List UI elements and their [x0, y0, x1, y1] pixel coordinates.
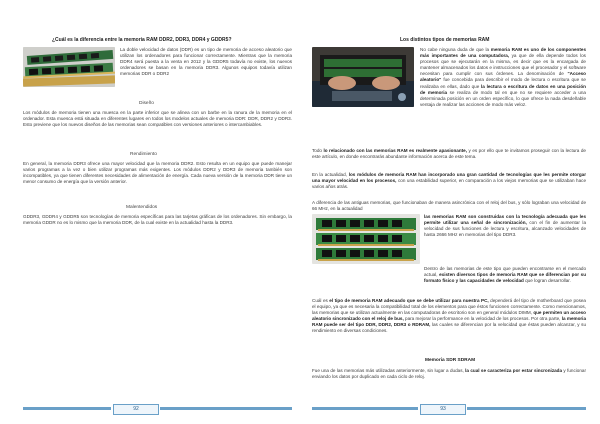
p2-text-a: Todo	[312, 148, 324, 153]
p7-text-a: Fue una de las memorias más utilizadas anteriormente, sin lugar a dudas,	[312, 368, 466, 373]
p6-bold-b: el tipo de memoria RAM adecuado que se debe utilizar para nuestra PC,	[329, 298, 489, 303]
intro-paragraph-right-part1	[420, 47, 586, 108]
p4-bold-b: las memorias RAM son construidas con la tecnología adecuada que les permite utilizar una señal de sincronización,	[424, 214, 586, 226]
sdram-heading: Memoria SDR SDRAM	[425, 358, 476, 363]
p6-text-e: para mejorar la performance en la velocidad de los procesos. Por otra parte,	[403, 316, 562, 322]
p5-text-c: que logran desarrollar.	[523, 278, 571, 284]
p4-text-c: con el fin de aumentar la velocidad de sus funciones de lectura y escritura, alcanzado velocidades de hasta 2666 MHz en memorias del tipo DDR3.	[424, 220, 586, 238]
p1-bold-b: memoria RAM es uno de los componentes más importantes de una computadora,	[420, 47, 586, 59]
p4-text-a: A diferencia de las antiguas memorias, que funcionaban de manera asincrónica con el reloj del bus, y sólo lograban una velocidad de 66 MHz, en la actualidad	[312, 200, 586, 212]
misunderstandings-paragraph: GDDR3, GDDR4 y GDDR5 son tecnologías de memoria específicas para las tarjetas gráficas de los ordenadores. Sin embargo, la memoria GDDR no es lo mismo que la memoria DDR, de la cual existe en la actualidad hasta la DDR3.	[23, 214, 292, 226]
p7-text-c: y funcionar enviando los datos por duplicado en cada ciclo de reloj.	[312, 368, 586, 380]
p3-bold-b: los módulos de memoria RAM han incorporado una gran cantidad de tecnologías que les permite otorgar una mayor velocidad en los procesos,	[312, 172, 587, 184]
installing-ram-image	[312, 47, 414, 107]
page-number-right: 93	[420, 404, 466, 415]
p6-text-a: Cuál es	[312, 298, 330, 303]
left-page-title: ¿Cuál es la diferencia entre la memoria RAM DDR2, DDR3, DDR4 y GDDR5?	[52, 37, 232, 43]
paragraph-3	[312, 172, 586, 190]
performance-paragraph: En general, la memoria DDR3 ofrece una mayor velocidad que la memoria DDR2. Esto resulta en un equipo que puede manejar varios programas a la vez o bien utilizar programas más exigentes. Los módulos DDR2 y DDR3 de memoria también son incompatibles, ya que tienen diferentes necesidades de alimentación de energía. Cada nueva versión de la memoria DDR tiene un menor consumo de energía que la versión anterior.	[23, 161, 292, 185]
paragraph-4-side	[424, 214, 586, 238]
performance-heading: Rendimiento	[130, 152, 157, 157]
page-number-left: 92	[113, 404, 159, 415]
p7-bold-b: la cual se caracteriza por estar sincronizada	[465, 368, 563, 373]
intro-paragraph: La doble velocidad de datos (DDR) es un tipo de memoria de acceso aleatorio que utilizan los ordenadores para funcionar correctamente. Mientras que la memoria DDR4 será puesta a la venta en 2012 y la GDDR5 todavía no existe, los nuevos ordenadores se basan en la memoria DDR3. Algunos equipos todavía utilizan memorias DDR o DDR2	[120, 47, 292, 77]
design-heading: Diseño	[139, 101, 154, 106]
p6-text-g: las cuales se diferencian por la velocidad que éstas pueden alcanzar, y su rendimiento en diversas condiciones.	[312, 322, 586, 334]
p1-bold-d: "Acceso aleatorio"	[420, 71, 586, 83]
ram-modules-image	[23, 47, 115, 87]
p6-text-c: dependerá del tipo de motherboard que posea el equipo, ya que es necesaria la compatibilidad total de los elementos para que éstos funcionen correctamente. Como mencionamos, las memorias que se utilizan actualmente en las computadoras de escritorio son en general módulos DIMM,	[312, 298, 586, 316]
right-page-title: Los distintos tipos de memorias RAM	[400, 37, 490, 43]
p3-text-c: con una estabilidad superior, en comparación a los viejos memorias que se utilizaban hace varios años atrás.	[312, 178, 587, 190]
p5-text-a: Dentro de las memorias de este tipo que pueden encontrarse en el mercado actual,	[424, 266, 586, 278]
paragraph-6	[312, 298, 586, 335]
footer-rule-left-2	[160, 407, 292, 410]
p2-text-c: y es por ello que te invitamos proseguir con la lectura de este artículo, en donde encontrarás abundante información acerca de este tema.	[312, 148, 586, 160]
p1-bold-f: la lectura o escritura de datos en una posición de memoria	[420, 83, 586, 95]
right-page	[300, 0, 600, 424]
p1-text-e: fue concebida para describir el modo de lectura o escritura que se realizaba en ellas, dado que	[420, 77, 586, 89]
paragraph-2	[312, 148, 586, 160]
ram-sticks-image	[312, 214, 420, 264]
p2-bold-b: lo relacionado con las memorias RAM es realmente apasionante,	[323, 148, 468, 153]
ram-photo-left	[23, 47, 115, 87]
design-paragraph: Los módulos de memoria tienen una muesca en la parte inferior que se alinea con un barbe en la ranura de la memoria en el ordenador. Esta muesca está situada en diferentes lugares en todos los modelos actuales de memoria DDR: DDR, DDR2 y DDR3. Esto previene que los nuevos diseños de las memorias sean compatibles con versiones anteriores o intercambiables.	[23, 110, 292, 128]
footer-rule-left	[23, 407, 111, 410]
p3-text-a: En la actualidad,	[312, 172, 349, 177]
paragraph-4-top	[312, 200, 586, 212]
p6-bold-d: que permiten un acceso aleatorio sincronizado con el reloj de bus,	[312, 310, 586, 322]
footer-rule-right	[312, 407, 418, 410]
p5-bold-b: existen diversos tipos de memoria RAM que se diferencian por su formato físico y las capacidades de velocidad	[424, 272, 586, 284]
p1-text-a: No cabe ninguna duda de que la	[420, 47, 491, 52]
paragraph-7	[312, 368, 586, 380]
ram-modules-photo-right	[312, 214, 420, 264]
footer-rule-right-2	[467, 407, 586, 410]
pc-photo-right	[312, 47, 414, 107]
p6-bold-f: la memoria RAM puede ser del tipo DDR, DDR2, DDR3 o RDRAM,	[312, 316, 587, 328]
p1-text-c: ya que de ella depende todos los procesos que se ejecutarán en la misma, es decir que es la encargada de mantener almacenados los datos e instrucciones que el procesador y el software necesitan para cumplir con sus órdenes. La denominación de	[420, 53, 586, 77]
misunderstandings-heading: Malentendidos	[126, 205, 158, 210]
p1-text-g: se realiza de modo tal en que no se requiere acceder a una determinada posición en un orden específico, lo que ofrece la nada desdeñable ventaja de realizar las acciones de modo más veloz.	[420, 89, 586, 107]
paragraph-5	[424, 266, 586, 284]
